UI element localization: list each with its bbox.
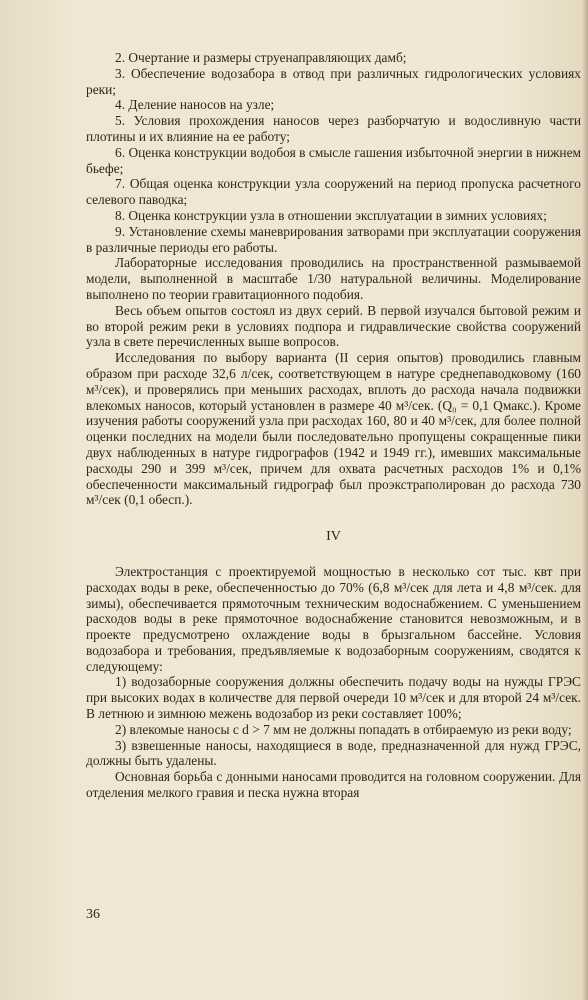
paragraph: Электростанция с проектируемой мощностью в несколько сот тыс. квт при расходах воды в реке, обеспеченностью до 70% (6,8 м³/сек для лета и 4,8 м³/сек. для зимы), обеспечивается прямоточным техническим водоснабжением. С уменьшением расходов воды в реке прямоточное водоснабжение становится невозможным, и в проекте предусмотрено охлаждение воды в брызгальном бассейне. Условия водозабора и требования, предъявляемые к водозаборным сооружениям, сводятся к следующему:: [86, 563, 581, 674]
paragraph: 9. Установление схемы маневрирования затворами при эксплуатации сооружения в различные периоды его работы.: [86, 223, 581, 255]
paragraph: 2) влекомые наносы с d > 7 мм не должны попадать в отбираемую из реки воду;: [115, 721, 572, 737]
paragraph: 4. Деление наносов на узле;: [115, 97, 275, 113]
paragraph: Основная борьба с донными наносами проводится на головном сооружении. Для отделения мелкого гравия и песка нужна вторая: [86, 769, 581, 801]
section-heading: IV: [326, 529, 341, 545]
paragraph: 8. Оценка конструкции узла в отношении эксплуатации в зимних условиях;: [115, 207, 547, 223]
paragraph: Весь объем опытов состоял из двух серий. В первой изучался бытовой режим и во второй режим реки в условиях подпора и гидравлические свойства сооружений узла в свете перечисленных выше вопросов.: [86, 302, 581, 350]
paragraph: 5. Условия прохождения наносов через разборчатую и водосливную части плотины и их влияние на ее работу;: [86, 113, 581, 144]
paragraph: Лабораторные исследования проводились на пространственной размываемой модели, выполненной в масштабе 1/30 натуральной величины. Моделирование выполнено по теории гравитационного подобия.: [86, 255, 581, 302]
paragraph: 2. Очертание и размеры струенаправляющих дамб;: [115, 50, 407, 65]
paragraph: 3. Обеспечение водозабора в отвод при различных гидрологических условиях реки;: [86, 65, 581, 97]
paragraph: 1) водозаборные сооружения должны обеспечить подачу воды на нужды ГРЭС при высоких водах в количестве для первой очереди 10 м³/сек и для второй 24 м³/сек. В летнюю и зимнюю межень водозабор из реки составляет 100%;: [86, 674, 581, 722]
page-number: 36: [86, 907, 100, 922]
page-edge-shadow: [582, 0, 588, 1000]
paragraph: Исследования по выбору варианта (II серия опытов) проводились главным образом при расходе 32,6 л/сек, соответствующем в натуре среднепаводковому (160 м³/сек), и проверялись при меньших расходах, вплоть до расхода начала подвижки влекомых наносов, который установлен в размере 40 м³/сек. (Q₀ = 0,1 Qмакс.). Кроме изучения работы сооружений узла при расходах 160, 80 и 40 м³/сек, для более полной оценки последних на модели были последовательно пропущены сокращенные пики двух наблюденных в натуре гидрографов (1942 и 1949 гг.), имевших максимальные расходы 290 и 399 м³/сек, причем для охвата расчетных расходов 1% и 0,1% обеспеченности максимальный гидрограф был проэкстраполирован до расхода 730 м³/сек (0,1 обесп.).: [86, 350, 581, 508]
paragraph: 3) взвешенные наносы, находящиеся в воде, предназначенной для нужд ГРЭС, должны быть удалены.: [86, 737, 581, 769]
page-text: [86, 50, 581, 801]
paragraph: 7. Общая оценка конструкции узла сооружений на период пропуска расчетного селевого паводка;: [86, 176, 581, 208]
paragraph: 6. Оценка конструкции водобоя в смысле гашения избыточной энергии в нижнем бьефе;: [86, 144, 581, 176]
